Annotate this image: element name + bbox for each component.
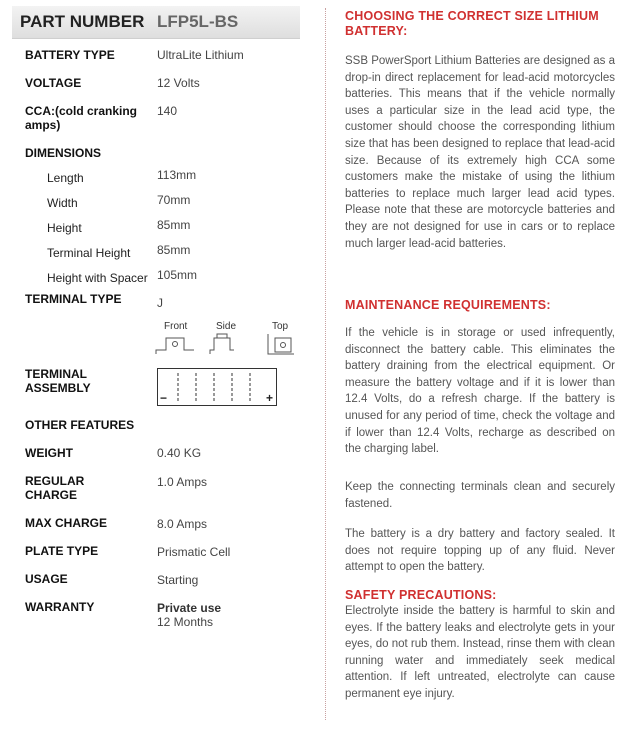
- cca-label: CCA:(cold cranking amps): [25, 104, 138, 132]
- safety-heading: SAFETY PRECAUTIONS:: [345, 588, 497, 602]
- part-number-bar: [12, 6, 300, 39]
- max-charge-label: MAX CHARGE: [25, 516, 108, 530]
- part-number-value: LFP5L-BS: [157, 12, 239, 31]
- voltage-value: 12 Volts: [157, 76, 200, 90]
- usage-label: USAGE: [25, 572, 68, 586]
- height-spacer-label: Height with Spacer: [47, 271, 148, 285]
- size-paragraph: SSB PowerSport Lithium Batteries are designed as a drop-in direct replacement for lead-acid motorcycles batteries. This means that if the vehicle normally uses a particular size in the lead acid type, the customer should choose the corresponding lithium size that has been designed to replace that lead-acid size. Because of its extremely high CCA some customers make the mistake of using the lithium batteries to replace much larger lead acid types. Please note that these are motorcycle batteries and they are not designed for use in cars or to replace much larger lead-acid batteries.: [345, 55, 615, 250]
- max-charge-value: 8.0 Amps: [157, 517, 208, 531]
- battery-type-label: BATTERY TYPE: [25, 48, 115, 62]
- terminal-assembly-label: TERMINAL ASSEMBLY: [25, 367, 91, 395]
- height-value: 85mm: [157, 218, 191, 232]
- height-spacer-value: 105mm: [157, 268, 198, 282]
- other-features-label: OTHER FEATURES: [25, 418, 135, 432]
- warranty-period: 12 Months: [157, 615, 214, 629]
- terminal-height-value: 85mm: [157, 243, 191, 257]
- maintenance-heading: MAINTENANCE REQUIREMENTS:: [345, 298, 551, 312]
- top-terminal-icon: [268, 334, 294, 354]
- battery-type-value: UltraLite Lithium: [157, 48, 244, 62]
- weight-label: WEIGHT: [25, 446, 73, 460]
- safety-paragraph: Electrolyte inside the battery is harmful to skin and eyes. If the battery leaks and electrolyte gets in your eyes, do not rub them. Instead, rinse them with clean running water and immediately seek medical attention. If left untreated, electrolyte can cause permanent eye injury.: [345, 605, 615, 700]
- warranty-value: [157, 601, 221, 629]
- dimensions-label: DIMENSIONS: [25, 146, 102, 160]
- maintenance-paragraph-3: The battery is a dry battery and factory sealed. It does not require topping up of any fluid. Never attempt to open the battery.: [345, 528, 615, 574]
- terminal-diagram: [150, 330, 300, 358]
- maintenance-paragraph-1: If the vehicle is in storage or used infrequently, disconnect the battery cable. This eliminates the battery draining from the electrical equipment. Or measure the battery voltage and if it is lower than 12.4 Volts, do a refresh charge. If the battery is unused for any period of time, check the voltage and if lower than 12.4 Volts, recharge as described on the charging label.: [345, 327, 615, 456]
- terminal-type-value: J: [157, 296, 163, 310]
- part-number-label: PART NUMBER: [20, 12, 145, 31]
- plate-type-label: PLATE TYPE: [25, 544, 99, 558]
- terminal-assembly-diagram: [157, 368, 277, 406]
- width-label: Width: [47, 196, 78, 210]
- regular-charge-value: 1.0 Amps: [157, 475, 208, 489]
- size-heading: CHOOSING THE CORRECT SIZE LITHIUM BATTERY:: [345, 9, 599, 38]
- plate-type-value: Prismatic Cell: [157, 545, 231, 559]
- side-view-label: Side: [216, 321, 237, 332]
- weight-value: 0.40 KG: [157, 446, 202, 460]
- negative-terminal-sign: −: [160, 391, 168, 405]
- height-label: Height: [47, 221, 82, 235]
- voltage-label: VOLTAGE: [25, 76, 82, 90]
- top-view-label: Top: [272, 321, 289, 332]
- front-view-label: Front: [164, 321, 188, 332]
- length-label: Length: [47, 171, 84, 185]
- usage-value: Starting: [157, 573, 199, 587]
- terminal-height-label: Terminal Height: [47, 246, 131, 260]
- maintenance-paragraph-2: Keep the connecting terminals clean and securely fastened.: [345, 481, 615, 510]
- width-value: 70mm: [157, 193, 191, 207]
- front-terminal-icon: [156, 338, 194, 354]
- side-terminal-icon: [210, 334, 234, 354]
- column-divider: [325, 8, 326, 720]
- positive-terminal-sign: +: [265, 391, 273, 405]
- spec-panel: [0, 0, 306, 729]
- regular-charge-label: REGULAR CHARGE: [25, 474, 85, 502]
- warranty-label: WARRANTY: [25, 600, 95, 614]
- length-value: 113mm: [157, 168, 197, 182]
- cca-value: 140: [157, 104, 178, 118]
- warranty-type: Private use: [157, 601, 222, 615]
- terminal-type-label: TERMINAL TYPE: [25, 292, 122, 306]
